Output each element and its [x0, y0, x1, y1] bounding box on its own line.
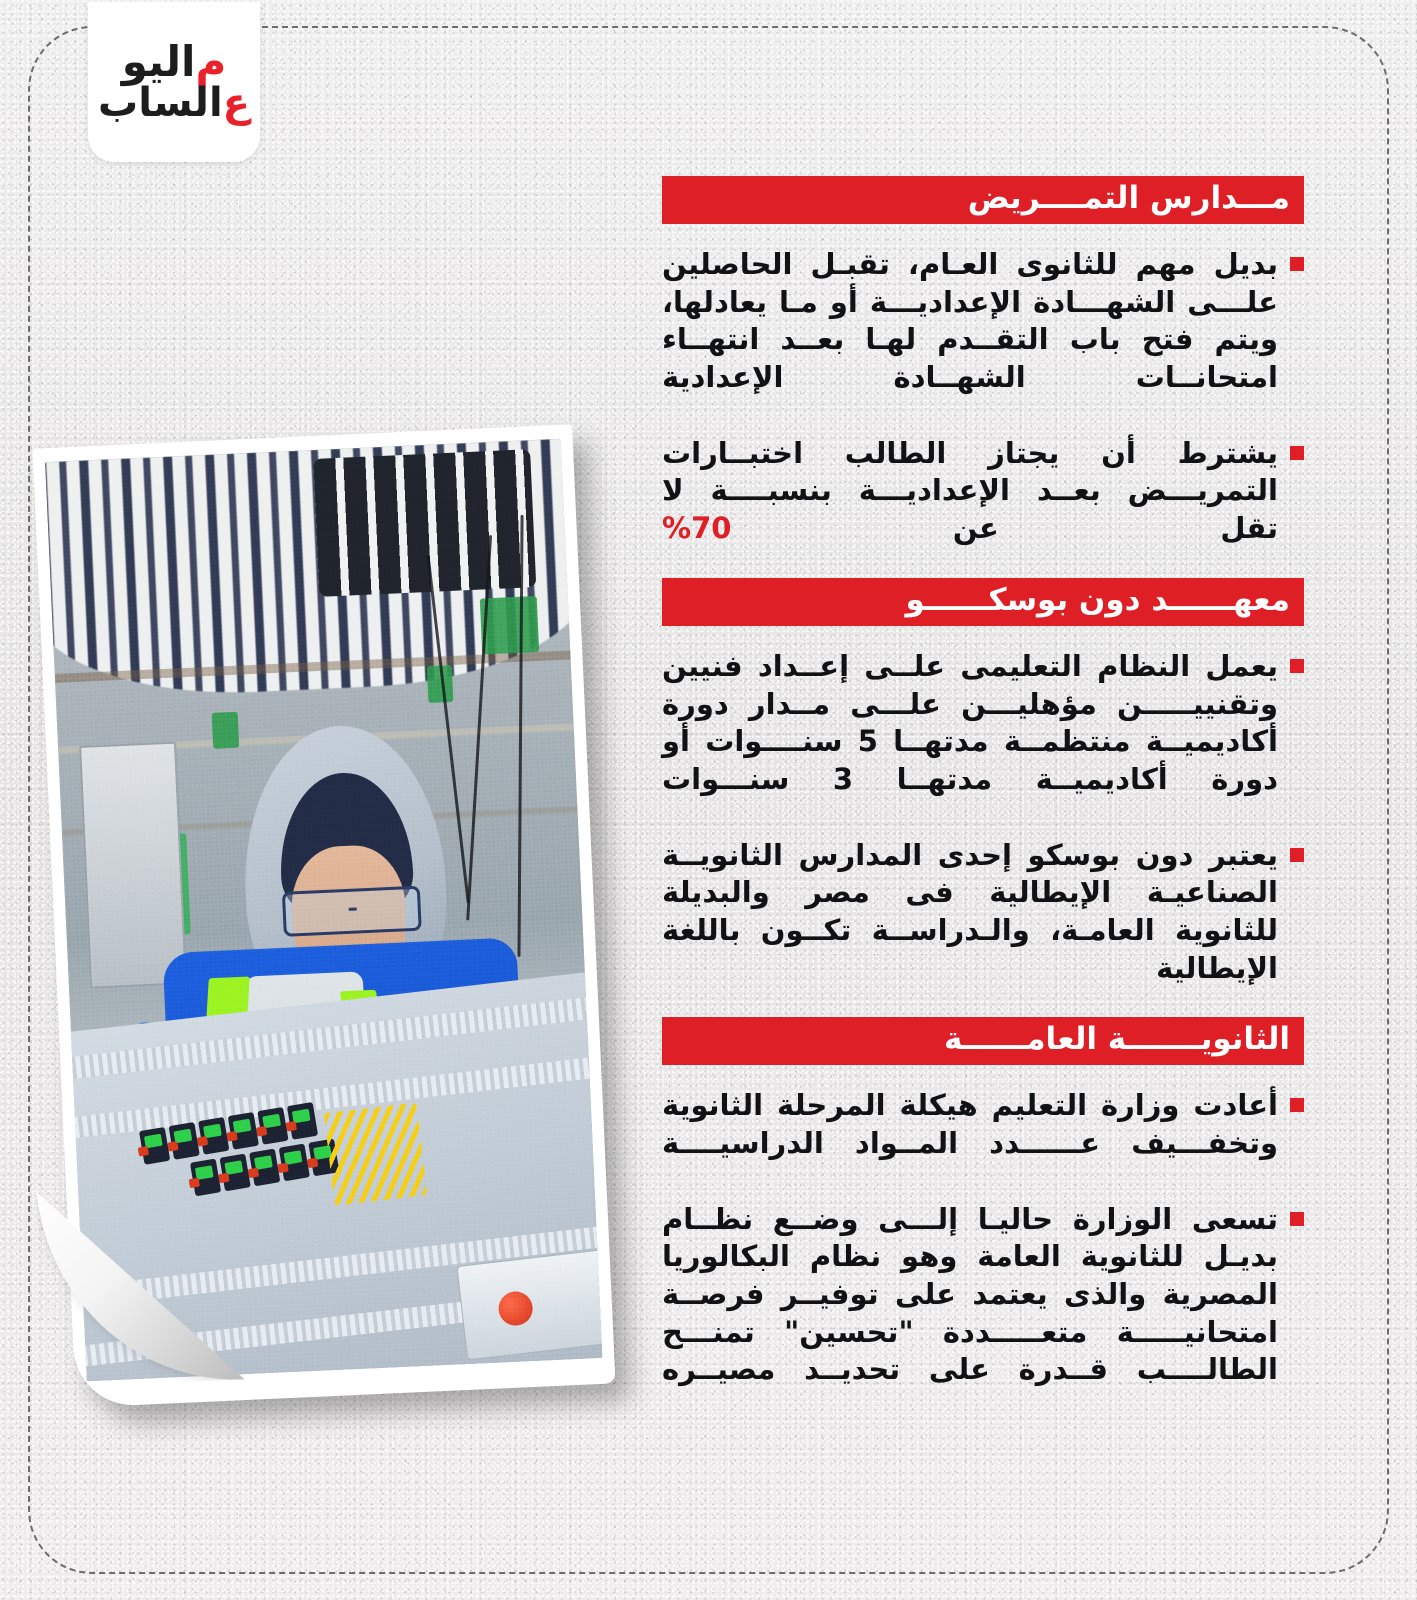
section-heading-general-secondary: [662, 1017, 1304, 1065]
photo-grain-overlay: [45, 439, 602, 1381]
content-column: [662, 176, 1304, 1419]
logo-text-red-2: ع: [222, 79, 250, 126]
logo-text-dark-2: الساب: [98, 79, 223, 126]
section-heading-nursing-schools: [662, 176, 1304, 224]
logo-text-dark-1: اليو: [121, 36, 196, 86]
heading-text: مـــدارس التمــــريض: [967, 180, 1290, 216]
bullet-marker-icon: [1290, 659, 1304, 673]
bullet-marker-icon: [1290, 446, 1304, 460]
bullet-item: [662, 1201, 1304, 1389]
bullet-marker-icon: [1290, 257, 1304, 271]
bullet-highlight-value: 70%: [662, 511, 732, 546]
bullet-text: أعادت وزارة التعليم هيكلة المرحلة الثانوية وتخفـــيف عــــــدد المــواد الدراسيــــة: [662, 1088, 1278, 1160]
bullet-item: [662, 246, 1304, 397]
logo-line-one: [121, 36, 227, 86]
photo-student-technical-education: [45, 439, 602, 1381]
heading-text: الثانويـــــــة العامــــــة: [943, 1021, 1290, 1058]
bullet-item: [662, 648, 1304, 799]
logo-line-two: [98, 79, 250, 126]
photo-area: [46, 430, 606, 1440]
logo-text-red-1: م: [195, 36, 227, 86]
bullet-marker-icon: [1290, 1098, 1304, 1112]
section-don-bosco: [662, 578, 1304, 988]
section-general-secondary: [662, 1017, 1304, 1389]
bullet-text: يعمل النظام التعليمى علــى إعــداد فنيين وتقنييـــــن مؤهليـــن علـــى مــدار دورة أكاديميــة منتظمــة مدتهــا 5 سنــــوات أو دورة أكاديميــة مدتهــا 3 سنـــوات: [662, 648, 1279, 796]
bullet-text: بديل مهم للثانوى العـام، تقبـل الحاصلين علـــى الشهـــادة الإعداديـــة أو مـا يعادلها، ويتم فتح باب التقــدم لهـا بعــد انتهــاء امتحانــات الشهــادة الإعدادية: [662, 247, 1278, 395]
heading-text: معهــــــد دون بوسكــــــو: [905, 581, 1290, 618]
photo-card: [33, 424, 616, 1408]
section-heading-don-bosco: [662, 578, 1304, 626]
bullet-item: [662, 837, 1304, 988]
youm7-logo: [88, 2, 260, 162]
bullet-marker-icon: [1290, 848, 1304, 862]
bullet-text: تسعى الوزارة حاليـا إلـــى وضــع نظــام بديـل للثانوية العامة وهو نظام البكالوريا المصرية والذى يعتمد على توفيــر فرصــة امتحانيـــــة متعـــــددة "تحسين" تمنـــح الطالــــب قــدرة على تحديــد مصيــره: [662, 1201, 1278, 1387]
bullet-item: [662, 1087, 1304, 1162]
section-nursing-schools: [662, 176, 1304, 548]
bullet-text: يشترط أن يجتاز الطالب اختبــارات التمريـــض بعــد الإعداديـــة بنسبــــة لا تقل عن: [662, 435, 1278, 546]
bullet-text: يعتبر دون بوسكو إحدى المدارس الثانويــة الصناعيـة الإيطالية فى مصر والبديلة للثانوية العامـة، والـدراســة تكــون باللغة الإيطالية: [662, 837, 1278, 985]
bullet-marker-icon: [1290, 1212, 1304, 1226]
bullet-item: [662, 435, 1304, 548]
